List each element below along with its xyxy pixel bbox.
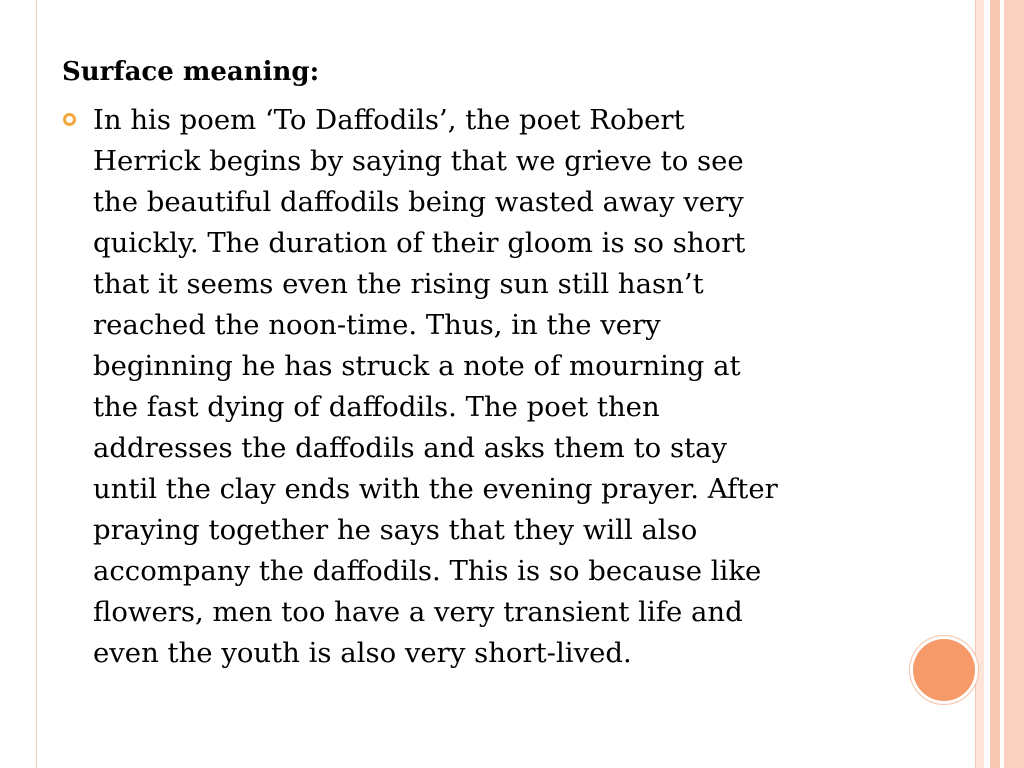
text-line: accompany the daffodils. This is so because like xyxy=(93,555,762,587)
text-line: In his poem ‘To Daffodils’, the poet Robert xyxy=(93,104,685,136)
stripe xyxy=(990,0,1000,768)
text-line: the beautiful daffodils being wasted away very xyxy=(93,186,744,218)
text-line: that it seems even the rising sun still hasn’t xyxy=(93,268,704,300)
bullet-item xyxy=(60,100,880,674)
text-line: praying together he says that they will also xyxy=(93,514,698,546)
text-line: Herrick begins by saying that we grieve to see xyxy=(93,145,744,177)
text-line: reached the noon-time. Thus, in the very xyxy=(93,309,661,341)
decorative-stripes xyxy=(976,0,1024,768)
orange-circle-icon xyxy=(913,639,975,701)
stripe xyxy=(976,0,984,768)
text-line: quickly. The duration of their gloom is so short xyxy=(93,227,746,259)
text-line: the fast dying of daffodils. The poet then xyxy=(93,391,660,423)
slide-heading: Surface meaning: xyxy=(62,57,320,87)
stripe xyxy=(1004,0,1024,768)
text-line: even the youth is also very short-lived. xyxy=(93,637,632,669)
bullet-paragraph xyxy=(93,100,880,674)
text-line: flowers, men too have a very transient life and xyxy=(93,596,743,628)
text-line: beginning he has struck a note of mourning at xyxy=(93,350,741,382)
text-line: addresses the daffodils and asks them to stay xyxy=(93,432,728,464)
text-line: until the clay ends with the evening prayer. After xyxy=(93,473,778,505)
ring-bullet-icon xyxy=(63,113,76,126)
